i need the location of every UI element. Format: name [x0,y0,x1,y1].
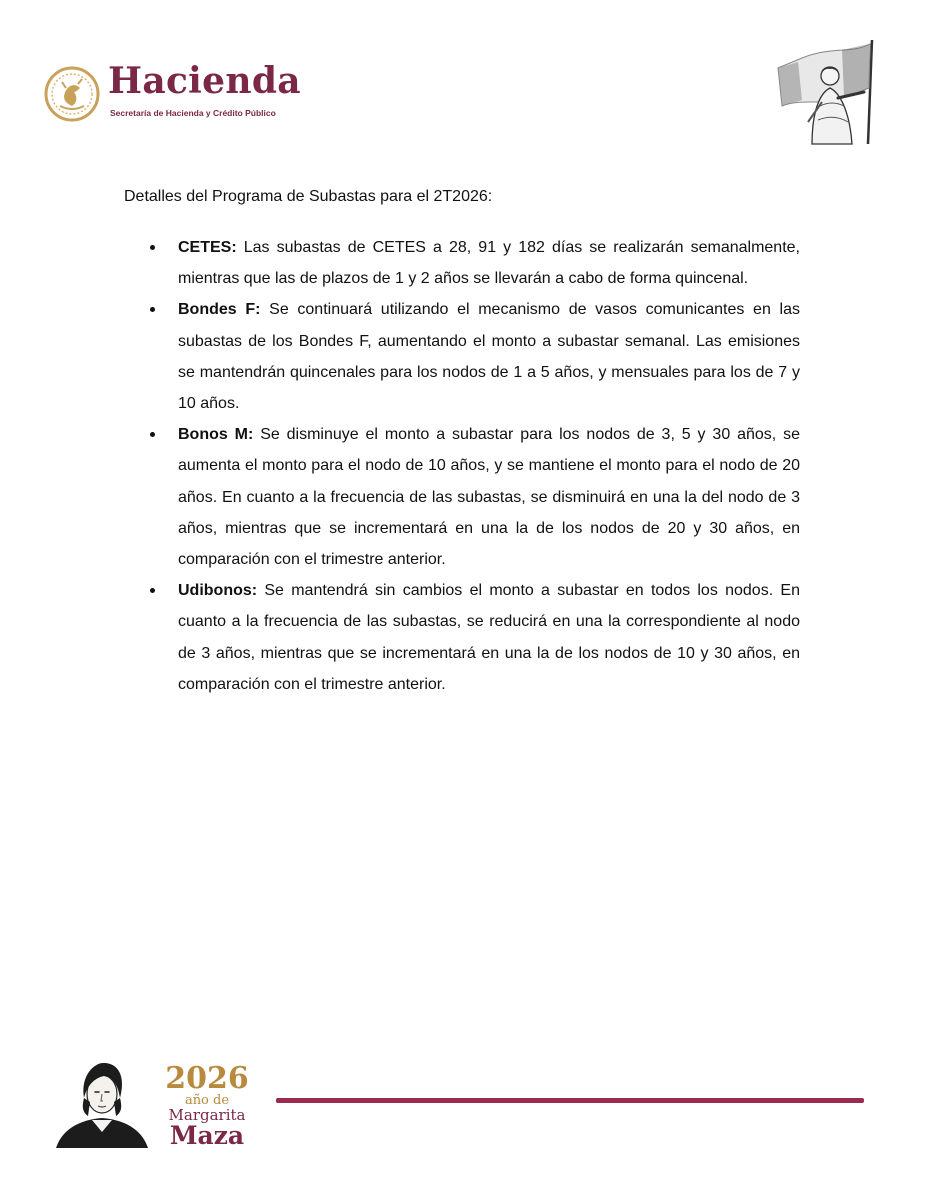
honoree-first-name: Margarita [168,1106,246,1124]
honoree-last-name: Maza [169,1121,245,1150]
list-item-udibonos [150,575,800,700]
year-of-text: año de [184,1093,230,1108]
list-item-cetes [150,232,800,294]
hacienda-logo [44,60,301,128]
margarita-maza-portrait [52,1058,152,1148]
intro-text: Detalles del Programa de Subastas para el 2T2026: [124,188,493,205]
bullet-icon [150,432,155,437]
auction-details-list [150,232,800,700]
mexican-eagle-seal-icon [44,66,100,122]
woman-with-flag-illustration [772,36,882,148]
bullet-title: CETES: [178,239,244,256]
footer-divider [276,1098,864,1103]
year-number: 2026 [165,1061,249,1096]
bullet-icon [150,588,155,593]
bullet-icon [150,307,155,312]
bullet-title: Bonos M: [178,426,261,444]
bullet-text: Se disminuye el monto a subastar para los nodos de 3, 5 y 30 años, se aumenta el monto para el nodo de 10 años, y se mantiene el monto para el nodo de 20 años. En cuanto a la frecuencia de las subastas, se disminuirá en una la del nodo de 3 años, mientras que se incrementará en una la de los nodos de 20 y 30 años, en comparación con el trimestre anterior. [178,426,800,569]
year-of-margarita-maza [152,1061,262,1150]
bullet-text: Se continuará utilizando el mecanismo de vasos comunicantes en las subastas de los Bondes F, aumentando el monto a subastar semanal. Las emisiones se mantendrán quincenales para los nodos de 1 a 5 años, y mensuales para los de 7 y 10 años. [178,301,800,413]
bullet-text: Las subastas de CETES a 28, 91 y 182 días se realizarán semanalmente, mientras que las de plazos de 1 y 2 años se llevarán a cabo de forma quincenal. [178,239,800,288]
bullet-title: Bondes F: [178,301,270,319]
list-item-bondes-f [150,294,800,419]
brand-name: Hacienda [108,60,301,102]
brand-subtitle: Secretaría de Hacienda y Crédito Público [110,108,276,118]
list-item-bonos-m [150,419,800,575]
bullet-text: Se mantendrá sin cambios el monto a subastar en todos los nodos. En cuanto a la frecuencia de las subastas, se reducirá en una la correspondiente al nodo de 3 años, mientras que se incrementará en una la de los nodos de 10 y 30 años, en comparación con el trimestre anterior. [178,582,800,693]
bullet-icon [150,245,155,250]
bullet-title: Udibonos: [178,582,265,600]
